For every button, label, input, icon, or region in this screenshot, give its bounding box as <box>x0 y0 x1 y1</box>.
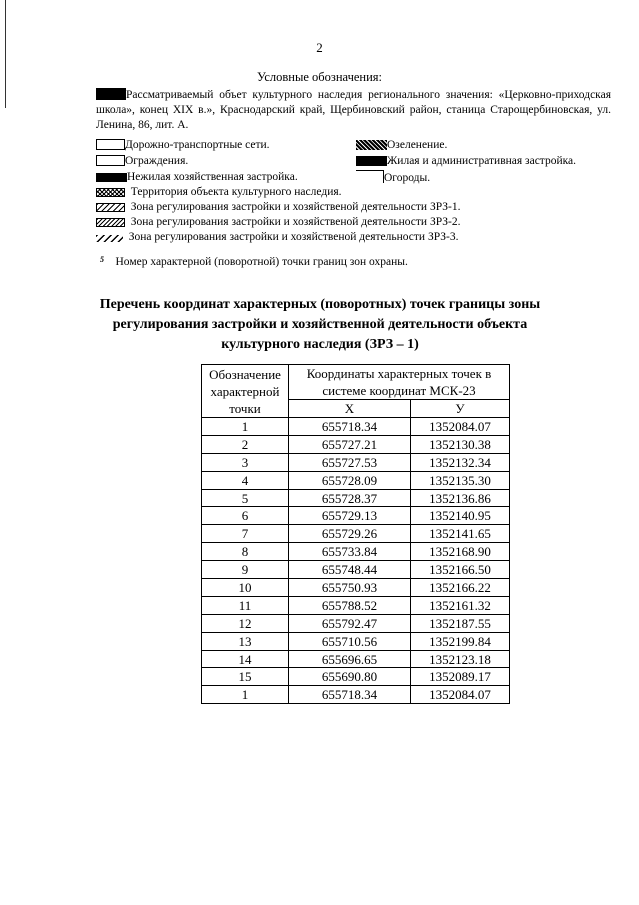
point-number-cell: 6 <box>202 507 289 525</box>
table-row <box>202 632 510 650</box>
legend-zrz2 <box>96 215 460 230</box>
y-coordinate-cell: 1352130.38 <box>411 435 510 453</box>
legend-heritage-label: Территория объекта культурного наследия. <box>130 186 342 198</box>
legend-residential-label: Жилая и административная застройка. <box>387 155 577 167</box>
x-coordinate-cell: 655729.26 <box>289 525 411 543</box>
legend-title: Условные обозначения: <box>256 70 383 84</box>
zrz3-swatch-icon <box>96 235 123 242</box>
point-number-cell: 11 <box>202 596 289 614</box>
y-coordinate-cell: 1352084.07 <box>411 686 510 704</box>
garden-swatch-icon <box>356 170 384 183</box>
y-coordinate-cell: 1352166.50 <box>411 561 510 579</box>
x-coordinate-cell: 655729.13 <box>289 507 411 525</box>
header-y: У <box>411 400 510 418</box>
x-coordinate-cell: 655733.84 <box>289 543 411 561</box>
legend-heritage <box>96 185 342 200</box>
legend-zrz3 <box>96 230 458 245</box>
header-x: X <box>289 400 411 418</box>
point-number-cell: 10 <box>202 579 289 597</box>
table-row <box>202 668 510 686</box>
header-point-designation: Обозначение характерной точки <box>202 365 289 418</box>
table-row <box>202 561 510 579</box>
legend-road-label: Дорожно-транспортные сети. <box>125 139 270 151</box>
point-number-cell: 8 <box>202 543 289 561</box>
point-number-cell: 4 <box>202 471 289 489</box>
point-number-cell: 3 <box>202 453 289 471</box>
y-coordinate-cell: 1352141.65 <box>411 525 510 543</box>
legend-fences <box>96 154 188 169</box>
x-coordinate-cell: 655728.37 <box>289 489 411 507</box>
x-coordinate-cell: 655696.65 <box>289 650 411 668</box>
point-number-cell: 9 <box>202 561 289 579</box>
x-coordinate-cell: 655690.80 <box>289 668 411 686</box>
table-row <box>202 471 510 489</box>
zrz1-swatch-icon <box>96 203 125 212</box>
table-row <box>202 489 510 507</box>
x-coordinate-cell: 655792.47 <box>289 614 411 632</box>
y-coordinate-cell: 1352132.34 <box>411 453 510 471</box>
point-number-cell: 12 <box>202 614 289 632</box>
y-coordinate-cell: 1352123.18 <box>411 650 510 668</box>
road-swatch-icon <box>96 139 125 150</box>
legend-greenery <box>356 138 447 153</box>
legend-road <box>96 138 270 153</box>
legend-object-text: Рассматриваемый объет культурного наследия регионального значения: «Церковно-приходская школа», конец XIX в.», Краснодарский край, Щербиновский район, станица Старощербиновская, ул. Ленина, 86, лит. А. <box>96 89 611 131</box>
legend-zrz3-label: Зона регулирования застройки и хозяйственой деятельности ЗРЗ-3. <box>128 231 459 243</box>
point-number-cell: 1 <box>202 418 289 436</box>
nonresidential-swatch-icon <box>96 173 127 182</box>
legend-nonresidential-label: Нежилая хозяйственная застройка. <box>127 171 298 183</box>
table-row <box>202 435 510 453</box>
point-number-cell: 5 <box>202 489 289 507</box>
page-number: 2 <box>316 40 323 55</box>
legend-fences-label: Ограждения. <box>125 155 189 167</box>
x-coordinate-cell: 655750.93 <box>289 579 411 597</box>
header-coordinates: Координаты характерных точек в системе координат МСК-23 <box>289 365 510 400</box>
point-number-cell: 13 <box>202 632 289 650</box>
greenery-swatch-icon <box>356 140 387 150</box>
point-number-cell: 15 <box>202 668 289 686</box>
x-coordinate-cell: 655718.34 <box>289 686 411 704</box>
y-coordinate-cell: 1352089.17 <box>411 668 510 686</box>
point-number-cell: 1 <box>202 686 289 704</box>
x-coordinate-cell: 655788.52 <box>289 596 411 614</box>
legend-residential <box>356 154 576 169</box>
x-coordinate-cell: 655727.21 <box>289 435 411 453</box>
legend-point-label: Номер характерной (поворотной) точки границ зон охраны. <box>115 256 408 268</box>
fence-swatch-icon <box>96 155 125 166</box>
table-row <box>202 596 510 614</box>
x-coordinate-cell: 655748.44 <box>289 561 411 579</box>
legend-nonresidential <box>96 170 298 185</box>
legend-zrz1 <box>96 200 460 215</box>
y-coordinate-cell: 1352140.95 <box>411 507 510 525</box>
y-coordinate-cell: 1352168.90 <box>411 543 510 561</box>
table-row <box>202 525 510 543</box>
zrz2-swatch-icon <box>96 218 125 227</box>
table-row <box>202 453 510 471</box>
table-row <box>202 507 510 525</box>
legend-gardens-label: Огороды. <box>384 172 431 184</box>
y-coordinate-cell: 1352199.84 <box>411 632 510 650</box>
point-number-cell: 14 <box>202 650 289 668</box>
legend-object-entry <box>96 88 611 133</box>
legend-zrz1-label: Зона регулирования застройки и хозяйственой деятельности ЗРЗ-1. <box>130 201 461 213</box>
table-row <box>202 418 510 436</box>
point-number-cell: 7 <box>202 525 289 543</box>
point-number-cell: 2 <box>202 435 289 453</box>
x-coordinate-cell: 655728.09 <box>289 471 411 489</box>
table-heading: Перечень координат характерных (поворотных) точек границы зоны регулирования застройки и хозяйственной деятельности объекта культурного наследия (ЗРЗ – 1) <box>99 297 541 352</box>
table-row <box>202 650 510 668</box>
table-row <box>202 543 510 561</box>
residential-swatch-icon <box>356 156 387 166</box>
y-coordinate-cell: 1352161.32 <box>411 596 510 614</box>
y-coordinate-cell: 1352084.07 <box>411 418 510 436</box>
y-coordinate-cell: 1352136.86 <box>411 489 510 507</box>
legend-greenery-label: Озеленение. <box>387 139 448 151</box>
legend-gardens <box>356 170 430 186</box>
legend-zrz2-label: Зона регулирования застройки и хозяйственой деятельности ЗРЗ-2. <box>130 216 461 228</box>
heritage-swatch-icon <box>96 188 125 197</box>
y-coordinate-cell: 1352166.22 <box>411 579 510 597</box>
table-row <box>202 686 510 704</box>
legend-point <box>100 252 408 270</box>
point-marker-icon: 5 <box>100 255 104 264</box>
table-row <box>202 614 510 632</box>
y-coordinate-cell: 1352135.30 <box>411 471 510 489</box>
x-coordinate-cell: 655718.34 <box>289 418 411 436</box>
object-swatch-icon <box>96 88 126 100</box>
table-row <box>202 579 510 597</box>
x-coordinate-cell: 655727.53 <box>289 453 411 471</box>
coordinates-table <box>201 364 510 704</box>
y-coordinate-cell: 1352187.55 <box>411 614 510 632</box>
x-coordinate-cell: 655710.56 <box>289 632 411 650</box>
